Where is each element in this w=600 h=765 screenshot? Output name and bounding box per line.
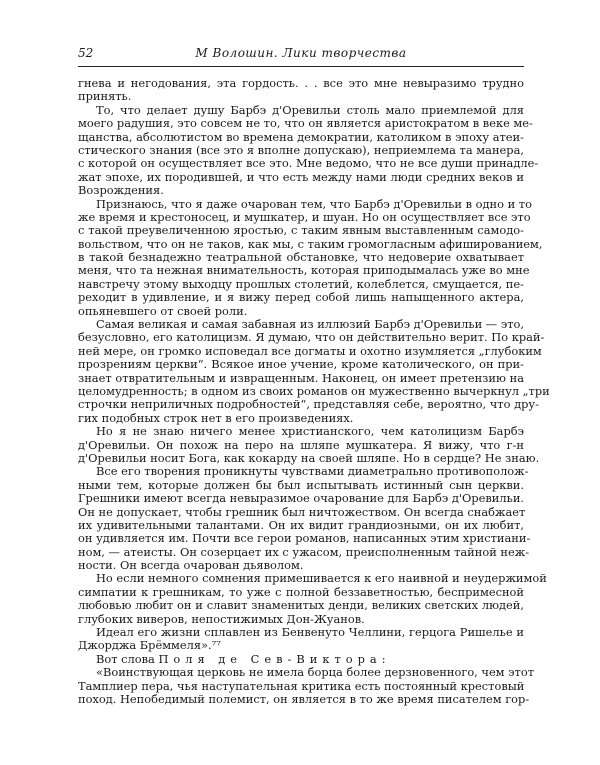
text-line-content: поход. Непобедимый полемист, он является в то же время писателем гор- <box>78 691 530 706</box>
text-line <box>78 544 530 559</box>
text-line-content: безусловно, его католицизм. Я думаю, что он действительно верит. По край- <box>78 330 545 345</box>
text-line <box>78 116 533 131</box>
text-line-content: реходит в удивление, и я вижу перед собой лишь напыщенного актера, <box>78 290 524 305</box>
text-line <box>78 251 524 264</box>
text-line-content: их удивительными талантами. Он их видит грандиозными, он их любит, <box>78 517 524 532</box>
text-line-content: симпатии к грешникам, то уже с полной беззаветностью, беспримесной <box>78 584 524 599</box>
text-line <box>78 613 524 626</box>
text-line <box>78 184 524 197</box>
text-line <box>78 397 539 412</box>
text-line <box>78 425 524 438</box>
text-line <box>78 224 524 237</box>
text-line-content: гих подобных строк нет в его произведениях. <box>78 410 354 425</box>
text-line-content: знает отвратительным и извращенным. Наконец, он имеет претензию на <box>78 370 524 385</box>
text-line-content: он удивляется им. Почти все герои романов, написанных этим христиани- <box>78 531 531 546</box>
text-line <box>78 412 524 425</box>
text-line <box>78 691 530 706</box>
text-line <box>78 586 524 599</box>
text-line <box>78 680 524 693</box>
text-line <box>78 263 530 278</box>
text-line-content: с такой преувеличенною яростью, с таким явным выставленным самодо- <box>78 223 524 238</box>
text-line <box>78 358 524 371</box>
text-line-content: «Воинствующая церковь не имела борца более дерзновенного, чем этот <box>96 665 535 680</box>
text-line-content: Вот слова <box>96 651 155 666</box>
page-number: 52 <box>78 46 94 60</box>
text-line-content: опьяневшего от своей роли. <box>78 303 248 318</box>
text-line <box>78 77 524 90</box>
text-line <box>78 492 524 505</box>
text-line <box>78 479 524 492</box>
text-line <box>78 104 524 117</box>
text-line-content: ном, — атеисты. Он созерцает их с ужасом, преисполненным тайной неж- <box>78 544 530 559</box>
text-line <box>78 531 531 546</box>
text-line-content: д'Оревильи носит Бога, как кокарду на своей шляпе. Но в сердце? Не знаю. <box>78 450 540 465</box>
text-line <box>78 639 524 652</box>
running-title: М Волошин. Лики творчества <box>195 46 407 60</box>
text-line-content: Все его творения проникнуты чувствами диаметрально противополож- <box>96 464 529 479</box>
text-line <box>78 156 539 171</box>
text-line <box>78 318 524 331</box>
text-line-content: моего радушия, это совсем не то, что он является аристократом в веке ме- <box>78 116 533 131</box>
text-line <box>78 626 524 639</box>
text-line-content: То, что делает душу Барбэ д'Оревильи столь мало приемлемой для <box>96 102 524 117</box>
text-line <box>78 519 524 532</box>
text-line-content: Он не допускает, чтобы грешник был ничтожеством. Он всегда снабжает <box>78 504 526 519</box>
text-line <box>78 209 531 224</box>
text-line <box>78 291 524 304</box>
text-line-content: жат эпохе, их породившей, и что есть между нами люди средних веков и <box>78 169 524 184</box>
text-line <box>78 171 524 184</box>
text-line-content: ными тем, которые должен бы был испытывать истинный сын церкви. <box>78 477 524 492</box>
text-line-content: щанства, абсолютистом во времена демократии, католиком в эпоху атеи- <box>78 129 524 144</box>
text-line <box>78 571 547 586</box>
text-line-content: глубоких виверов, непостижимых Дон-Жуанов. <box>78 611 365 626</box>
text-line <box>78 90 524 103</box>
text-line-content: Но если немного сомнения примешивается к его наивной и неудержимой <box>96 571 547 586</box>
text-line <box>78 464 529 479</box>
text-line <box>78 278 524 291</box>
text-line <box>78 559 524 572</box>
text-line-content: навстречу этому выходцу прошлых столетий, колеблется, смущается, пе- <box>78 276 524 291</box>
text-line-content: с которой он осуществляет все это. Мне ведомо, что не все души принадле- <box>78 156 539 171</box>
spaced-author-name: Поля де Сев-Виктора: <box>158 651 391 666</box>
text-line <box>78 144 524 157</box>
text-line-content: стического знания (все это я вполне допускаю), неприемлема та манера, <box>78 142 524 157</box>
text-line-content: принять. <box>78 89 132 104</box>
text-line <box>78 305 524 318</box>
text-line-content: в такой безнадежно театральной обстановке, что недоверие охватывает <box>78 250 524 265</box>
text-line <box>78 372 524 385</box>
text-line-content: Грешники имеют всегда невыразимое очарование для Барбэ д'Оревильи. <box>78 491 525 506</box>
text-line-content: Джорджа Брёммеля».⁷⁷ <box>78 638 221 653</box>
text-line <box>78 236 543 251</box>
text-line-content: Признаюсь, что я даже очарован тем, что Барбэ д'Оревильи в одно и то <box>96 196 532 211</box>
text-line <box>78 330 545 345</box>
text-line-content: Идеал его жизни сплавлен из Бенвенуто Челлини, герцога Ришелье и <box>96 625 524 640</box>
text-line-content: ней мере, он громко исповедал все догматы и охотно изумляется „глубоким <box>78 343 542 358</box>
text-line-content: ности. Он всегда очарован дьяволом. <box>78 558 304 573</box>
text-line-content: Но я не знаю ничего менее христианского, чем католицизм Барбэ <box>96 424 524 439</box>
text-line-content: целомудренность; в одном из своих романов он мужественно вычеркнул „три <box>78 383 550 398</box>
text-line-content: д'Оревильи. Он похож на перо на шляпе мушкатера. Я вижу, что г-н <box>78 437 524 452</box>
text-line-content: Тамплиер пера, чья наступательная критика есть постоянный крестовый <box>78 678 525 693</box>
text-line <box>78 506 524 519</box>
text-line-content: прозрениям церкви“. Всякое иное учение, кроме католического, он при- <box>78 357 524 372</box>
text-line-content: строчки неприличных подробностей“, представляя себе, вероятно, что дру- <box>78 397 539 412</box>
text-line <box>78 439 524 452</box>
text-line <box>78 653 524 666</box>
text-line <box>78 665 535 680</box>
text-line-content: Самая великая и самая забавная из иллюзий Барбэ д'Оревильи — это, <box>96 317 524 332</box>
text-line <box>78 383 550 398</box>
text-line <box>78 343 542 358</box>
text-line-content: вольством, что он не таков, как мы, с таким громогласным афишированием, <box>78 236 543 251</box>
running-header <box>78 46 524 64</box>
text-line <box>78 131 524 144</box>
text-line-content: меня, что та нежная внимательность, которая приподымалась уже во мне <box>78 263 530 278</box>
text-line-content: Возрождения. <box>78 183 164 198</box>
text-line-content: же время и крестоносец, и мушкатер, и шуан. Но он осуществляет все это <box>78 209 531 224</box>
text-line-content: гнева и негодования, эта гордость. . . все это мне невыразимо трудно <box>78 76 524 90</box>
header-rule <box>78 66 524 67</box>
text-line-content: любовью любит он и славит знаменитых денди, великих светских людей, <box>78 598 524 613</box>
text-line <box>78 450 540 465</box>
page-body-text <box>78 76 550 706</box>
text-line <box>78 599 524 612</box>
text-line <box>78 196 532 211</box>
